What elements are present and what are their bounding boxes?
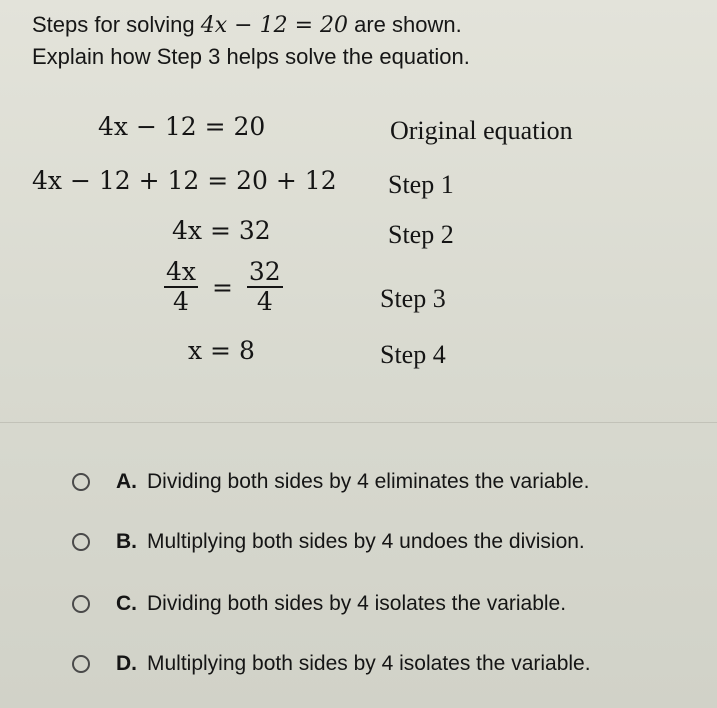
prompt-line-2: Explain how Step 3 helps solve the equation. <box>32 44 470 69</box>
step-original-label: Original equation <box>390 116 573 145</box>
step-2-label: Step 2 <box>388 220 454 249</box>
step-3-left-numerator: 4x <box>166 257 197 286</box>
choice-a[interactable] <box>72 470 589 494</box>
choice-d[interactable] <box>72 652 591 676</box>
choice-d-text: Multiplying both sides by 4 isolates the variable. <box>147 652 591 675</box>
step-3-left-denominator: 4 <box>173 287 189 316</box>
step-3-label: Step 3 <box>380 284 446 313</box>
prompt-equation: 4x − 12 = 20 <box>200 13 348 38</box>
choice-a-letter: A. <box>116 470 137 493</box>
prompt-line-1 <box>32 12 462 39</box>
choice-b-text: Multiplying both sides by 4 undoes the division. <box>147 530 585 553</box>
step-1-equation: 4x − 12 + 12 = 20 + 12 <box>32 166 337 195</box>
choice-d-radio[interactable] <box>72 655 90 673</box>
step-3-left-fraction <box>164 258 198 316</box>
choice-a-text: Dividing both sides by 4 eliminates the variable. <box>147 470 590 493</box>
step-3-right-numerator: 32 <box>248 257 281 286</box>
choice-a-radio[interactable] <box>72 473 90 491</box>
step-3-equals: = <box>211 272 233 302</box>
step-1-label: Step 1 <box>388 170 454 199</box>
prompt-text-after: are shown. <box>354 12 462 37</box>
choice-d-letter: D. <box>116 652 137 675</box>
choice-c-letter: C. <box>116 592 137 615</box>
choice-c[interactable] <box>72 592 566 616</box>
step-original-equation: 4x − 12 = 20 <box>98 112 266 141</box>
choice-b-letter: B. <box>116 530 137 553</box>
step-3-right-fraction <box>247 258 283 316</box>
step-3-right-denominator: 4 <box>256 287 273 316</box>
step-2-equation: 4x = 32 <box>172 216 271 245</box>
prompt-text-before: Steps for solving <box>32 12 195 37</box>
choice-b-radio[interactable] <box>72 533 90 551</box>
choice-c-text: Dividing both sides by 4 isolates the variable. <box>147 592 567 615</box>
step-4-label: Step 4 <box>380 340 446 369</box>
section-divider <box>0 422 717 423</box>
choice-c-radio[interactable] <box>72 595 90 613</box>
choice-b[interactable] <box>72 530 585 554</box>
step-3-equation <box>164 258 283 316</box>
step-4-equation: x = 8 <box>188 336 255 365</box>
